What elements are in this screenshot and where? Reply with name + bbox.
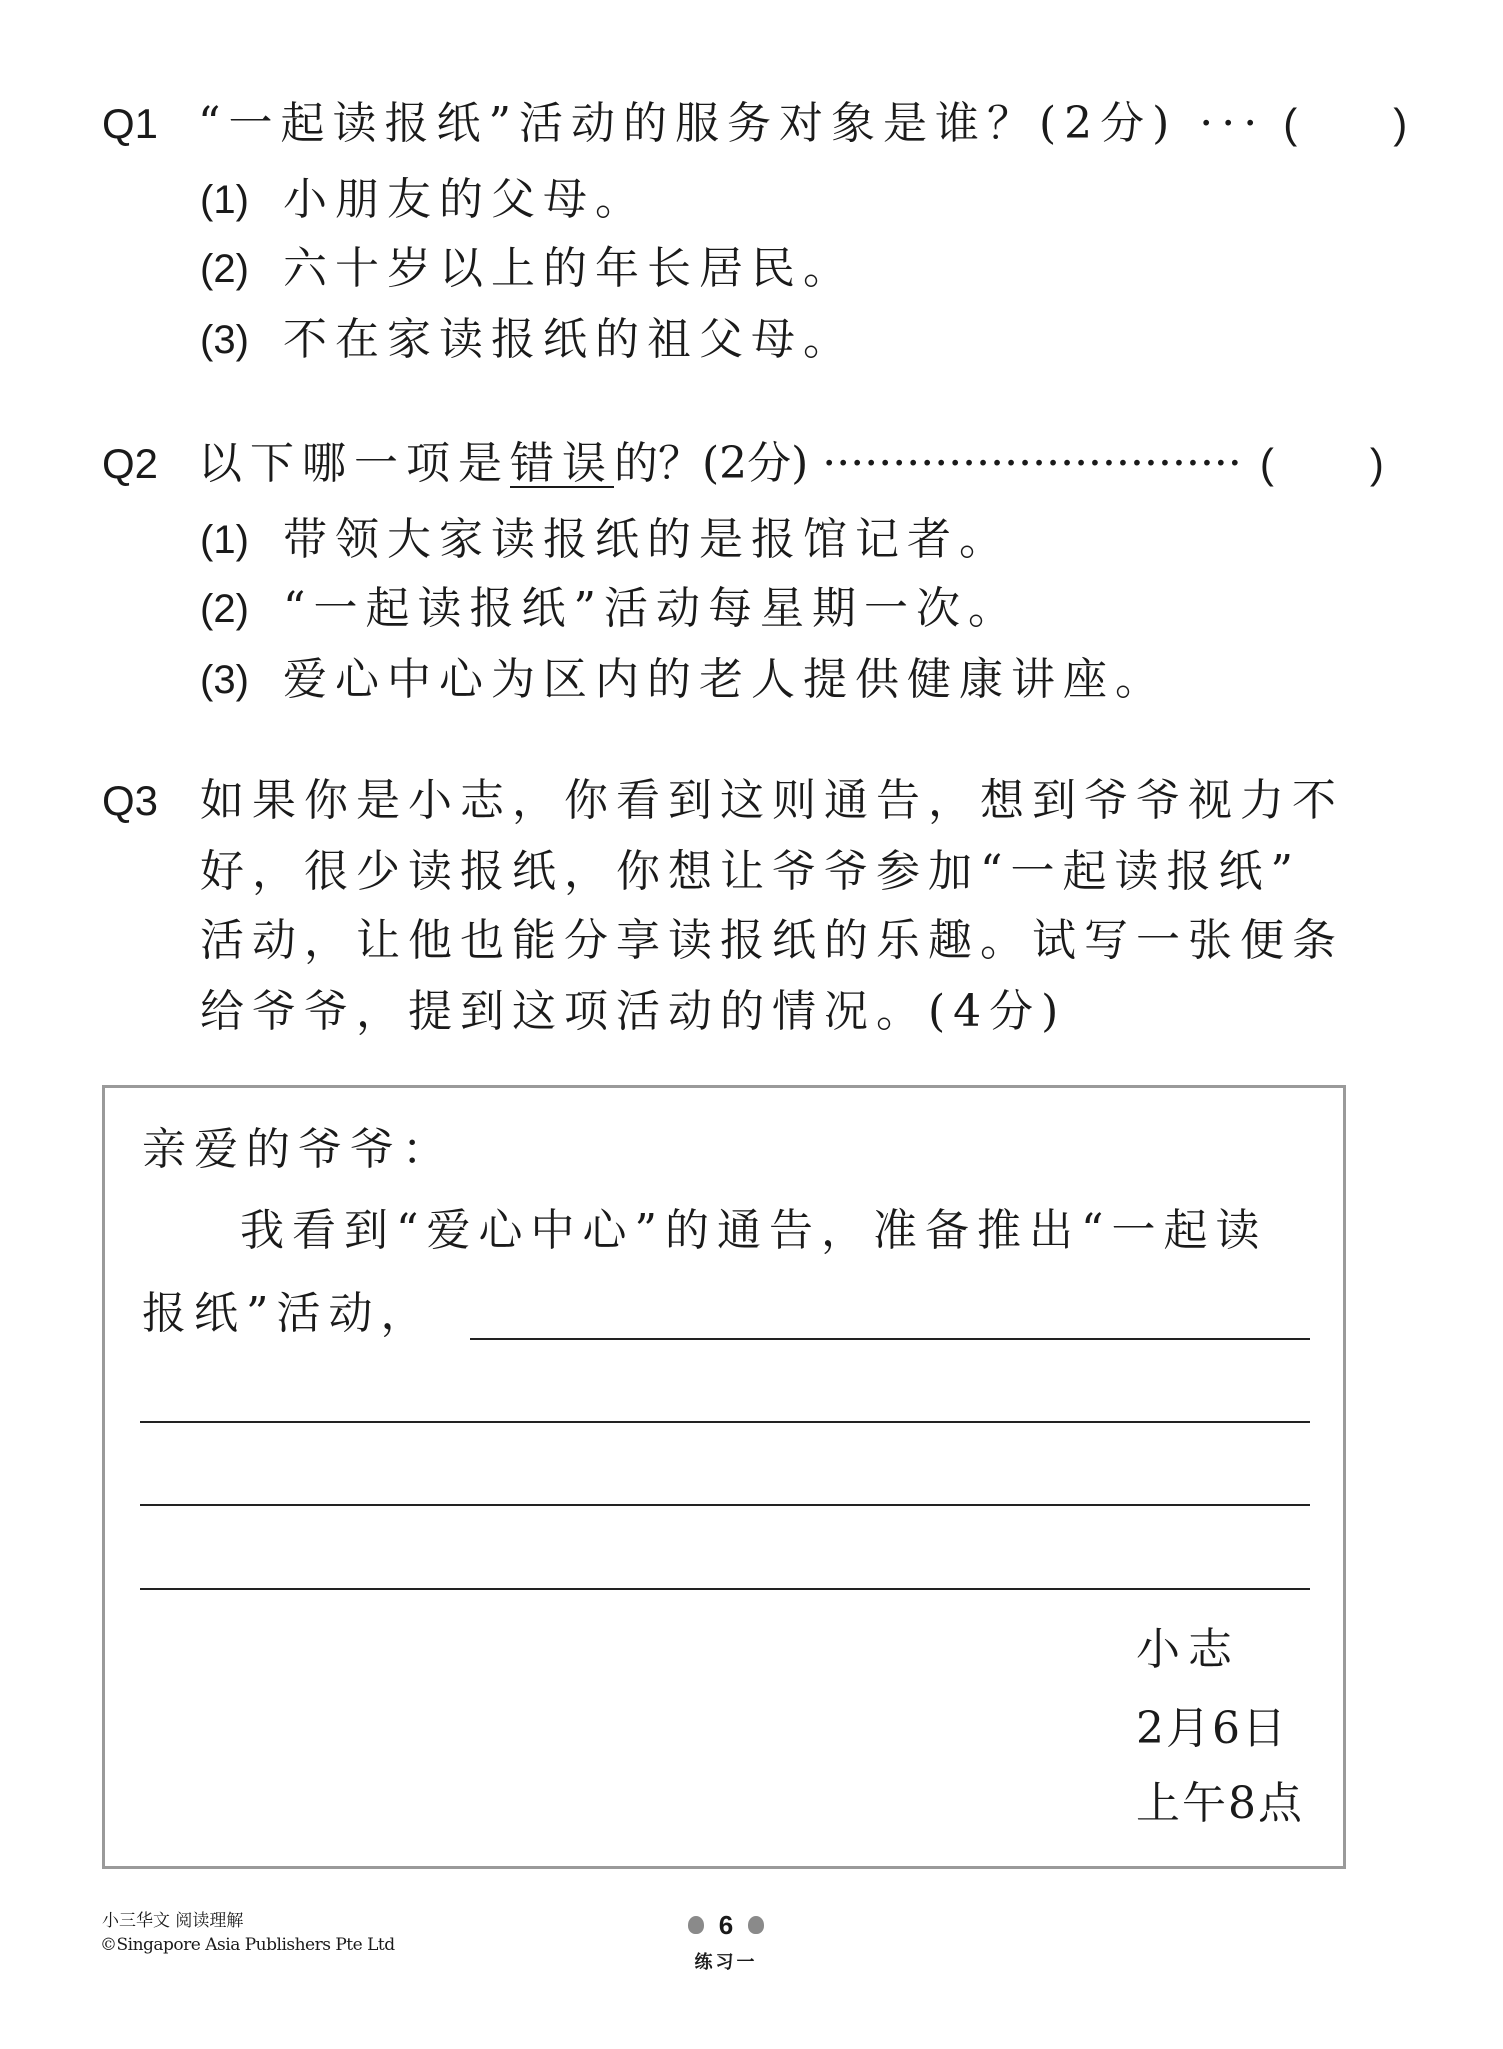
q2-option-label: (3) [200, 658, 249, 702]
q1-number: Q1 [102, 100, 159, 147]
q1-option-label: (3) [200, 318, 249, 362]
q3-prompt-line: 活动，让他也能分享读报纸的乐趣。试写一张便条 [200, 915, 1344, 966]
answer-line[interactable] [470, 1338, 1310, 1340]
q3-number: Q3 [102, 777, 159, 824]
q3-prompt-line: 好，很少读报纸，你想让爷爷参加“一起读报纸” [200, 846, 1301, 897]
page-number: 6 [718, 1909, 734, 1940]
q1-prompt: “一起读报纸”活动的服务对象是谁？(2分) ··· [198, 98, 1266, 149]
q2-option-text: 爱心中心为区内的老人提供健康讲座。 [283, 654, 1167, 705]
q1-option-text: 六十岁以上的年长居民。 [283, 243, 855, 294]
q3-prompt-line: 如果你是小志，你看到这则通告，想到爷爷视力不 [200, 775, 1344, 826]
q2-option-text: “一起读报纸”活动每星期一次。 [283, 583, 1020, 634]
q1-answer-paren-close: ) [1393, 100, 1408, 147]
footer-exercise: 练习一 [694, 1952, 758, 1973]
q2-number: Q2 [102, 440, 159, 487]
q1-answer-paren-open: ( [1283, 100, 1298, 147]
answer-line[interactable] [140, 1504, 1310, 1506]
apple-icon [748, 1916, 764, 1934]
q1-option-label: (1) [200, 178, 249, 222]
q2-answer-paren-open: ( [1259, 440, 1274, 487]
footer-copyright: ©Singapore Asia Publishers Pte Ltd [100, 1935, 395, 1955]
q1-option-text: 小朋友的父母。 [283, 174, 647, 225]
q3-prompt-line: 给爷爷，提到这项活动的情况。(4分) [200, 986, 1067, 1037]
q1-prompt-row [198, 96, 1407, 152]
q2-prompt-underlined: 错误 [510, 438, 614, 489]
q1-option-label: (2) [200, 247, 249, 291]
note-salutation: 亲爱的爷爷： [142, 1124, 454, 1175]
q2-prompt [198, 436, 1384, 492]
answer-line[interactable] [140, 1421, 1310, 1423]
note-signature: 小志 [1136, 1624, 1240, 1675]
note-date: 2月6日 [1136, 1703, 1288, 1754]
note-line-1: 我看到“爱心中心”的通告，准备推出“一起读 [240, 1205, 1268, 1256]
footer-book-title: 小三华文 阅读理解 [102, 1911, 244, 1931]
q2-prompt-after: 的？(2分) ······························ [614, 438, 1242, 489]
note-line-2: 报纸”活动， [142, 1288, 433, 1339]
q2-answer-paren-close: ) [1369, 440, 1384, 487]
q2-option-label: (2) [200, 587, 249, 631]
apple-icon [688, 1916, 704, 1934]
q1-option-text: 不在家读报纸的祖父母。 [283, 314, 855, 365]
answer-line[interactable] [140, 1588, 1310, 1590]
footer-page-marker [676, 1908, 776, 1941]
q2-option-text: 带领大家读报纸的是报馆记者。 [283, 514, 1011, 565]
q2-option-label: (1) [200, 518, 249, 562]
note-time: 上午8点 [1136, 1778, 1304, 1829]
q2-prompt-before: 以下哪一项是 [198, 438, 510, 489]
